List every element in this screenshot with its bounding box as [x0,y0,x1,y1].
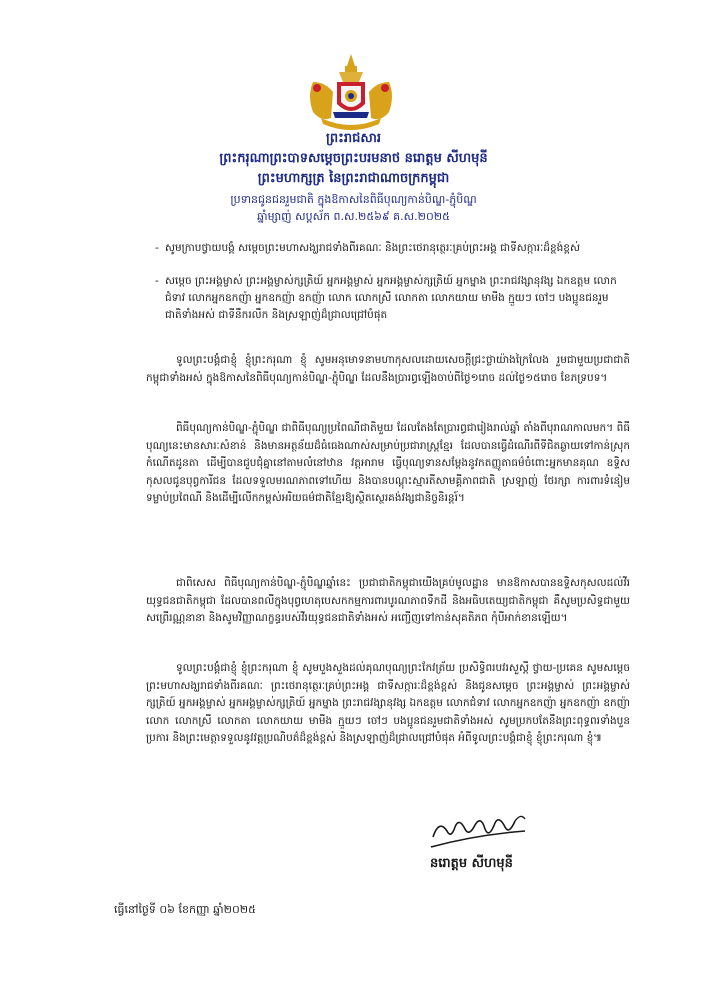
bullet-dash: - [155,275,159,287]
body-paragraph: ពិធីបុណ្យកាន់បិណ្ឌ-ភ្ជុំបិណ្ឌ ជាពិធីបុណ្យប្រពៃណីជាតិមួយ ដែលតែងតែប្រារព្ធជារៀងរាល់ឆ្នាំ តាំងពីបុរាណកាលមក។ ពិធីបុណ្យនេះមានសារៈសំខាន់ និងមានអត្ថន័យដ៏ធំធេងណាស់សម្រាប់ប្រជារាស្ត្រខ្មែរ ដែលបានធ្វើដំណើរពីទីជិតឆ្ងាយទៅកាន់ស្រុកកំណើតដូនតា ដើម្បីបានជួបជុំគ្នានៅតាមលំនៅឋាន វត្តអារាម ធ្វើបុណ្យទានសម្តែងនូវកតញ្ញូតាធម៌ចំពោះអ្នកមានគុណ ឧទ្ទិសកុសលជូនបុព្វការីជន ដែលទទួលមរណភាពទៅហើយ និងបានបណ្តុះស្មារតីសាមគ្គីភាពជាតិ ស្រឡាញ់ ថែរក្សា ការពារទំនៀមទម្លាប់ប្រពៃណី និងដើម្បីលើកកម្ពស់អរិយធម៌ជាតិខ្មែរឱ្យស្ថិតស្ថេរគង់វង្សជានិច្ចនិរន្តរ៍។ [146,422,630,505]
bullet-dash: - [155,242,159,254]
occasion-line: ប្រទានជូនជនរួមជាតិ ក្នុងឱកាសនៃពិធីបុណ្យកាន់បិណ្ឌ-ភ្ជុំបិណ្ឌ [230,193,477,206]
body-paragraph: ទូលព្រះបង្គំជាខ្ញុំ ខ្ញុំព្រះករុណា ខ្ញុំ សូមអនុមោទនាមហាកុសលដោយសេចក្តីជ្រះថ្លាយ៉ាងក្រៃលែង រួមជាមួយប្រជាជាតិកម្ពុជាទាំងអស់ ក្នុងឱកាសនៃពិធីបុណ្យកាន់បិណ្ឌ-ភ្ជុំបិណ្ឌ ដែលនឹងប្រារព្ធឡើងចាប់ពីថ្ងៃ១រោច ដល់ថ្ងៃ១៥រោច ខែភទ្របទ។ [146,354,630,384]
address-text: សម្តេច ព្រះអង្គម្ចាស់ ព្រះអង្គម្ចាស់ក្សត្រិយ៍ អ្នកអង្គម្ចាស់ អ្នកអង្គម្ចាស់ក្សត្រិយ៍ អ្នកម្នាង ព្រះរាជវង្សានុវង្ស ឯកឧត្តម លោកជំទាវ លោកអ្នកឧកញ៉ា អ្នកឧកញ៉ា ឧកញ៉ា លោក លោកស្រី លោកតា លោកយាយ មាមីង ក្មួយៗ ចៅៗ បងប្អូនជនរួមជាតិទាំងអស់ ជាទីនឹករលឹក និងស្រឡាញ់ដ៏ជ្រាលជ្រៅបំផុត [165,275,617,321]
message-sender: ព្រះករុណាព្រះបាទសម្តេចព្រះបរមនាថ នរោត្តម សីហមុនី [219,151,488,166]
signing-date: ធ្វើនៅថ្ងៃទី ០៦ ខែកញ្ញា ឆ្នាំ២០២៥ [114,903,256,916]
signer-name: នរោត្តម សីហមុនី [430,856,513,871]
body-paragraph: ជាពិសេស ពិធីបុណ្យកាន់បិណ្ឌ-ភ្ជុំបិណ្ឌឆ្នាំនេះ ប្រជាជាតិកម្ពុជាយើងគ្រប់មូលដ្ឋាន មានឱកាសបានឧទ្ទិសកុសលដល់វីរយុទ្ធជនជាតិកម្ពុជា ដែលបានពលីក្នុងបុព្វហេតុបេសកកម្មការពារបូរណភាពទឹកដី និងអធិបតេយ្យជាតិកម្ពុជា គឺសូមប្រសិទ្ធជាមួយសព្រើរណ្ណនានា និងសូមវិញ្ញាណក្ខន្ធរបស់វីរយុទ្ធជនជាតិទាំងអស់ អញ្ជើញទៅកាន់សុគតិភព កុំបីអាក់ខានឡើយ។ [146,577,630,625]
address-line [155,273,625,324]
address-text: សូមក្រាបថ្វាយបង្គំ សម្តេចព្រះមហាសង្ឃរាជទាំងពីរគណៈ និងព្រះថេរានុត្ថេរៈគ្រប់ព្រះអង្គ ជាទីសក្ការៈដ៏ខ្ពង់ខ្ពស់ [165,242,580,254]
document-title: ព្រះរាជសារ [326,131,381,146]
body-paragraph: ទូលព្រះបង្គំជាខ្ញុំ ខ្ញុំព្រះករុណា ខ្ញុំ សូមបួងសួងដល់គុណបុណ្យព្រះកែវត្រ័យ ប្រសិទ្ធិពរបវរសួស្តី ថ្វាយ-ប្រគេន សូមសម្តេចព្រះមហាសង្ឃរាជទាំងពីរគណៈ ព្រះថេរានុត្ថេរៈគ្រប់ព្រះអង្គ ជាទីសក្ការៈដ៏ខ្ពង់ខ្ពស់ និងជូនសម្តេច ព្រះអង្គម្ចាស់ ព្រះអង្គម្ចាស់ក្សត្រិយ៍ អ្នកអង្គម្ចាស់ អ្នកអង្គម្ចាស់ក្សត្រិយ៍ អ្នកម្នាង ព្រះរាជវង្សានុវង្ស ឯកឧត្តម លោកជំទាវ លោកអ្នកឧកញ៉ា អ្នកឧកញ៉ា ឧកញ៉ា លោក លោកស្រី លោកតា លោកយាយ មាមីង ក្មួយៗ ចៅៗ បងប្អូនជនរួមជាតិទាំងអស់ សូមប្រកបតែនឹងព្រះពុទ្ធពរទាំងបួនប្រការ និងព្រះមេត្តាទទួលនូវវត្តប្រណិបត៌ដ៏ខ្ពង់ខ្ពស់ និងស្រឡាញ់ដ៏ជ្រាលជ្រៅបំផុត អំពីទូលព្រះបង្គំជាខ្ញុំ ខ្ញុំព្រះករុណា ខ្ញុំ៕ [146,662,630,745]
handwritten-signature [425,805,535,855]
header-date-line: ឆ្នាំម្សាញ់ សប្តស័ក ព.ស.២៥៦៩ គ.ស.២០២៥ [257,210,450,223]
royal-emblem-icon [303,52,399,130]
address-line [155,240,625,257]
king-title: ព្រះមហាក្សត្រ នៃព្រះរាជាណាចក្រកម្ពុជា [257,171,450,186]
